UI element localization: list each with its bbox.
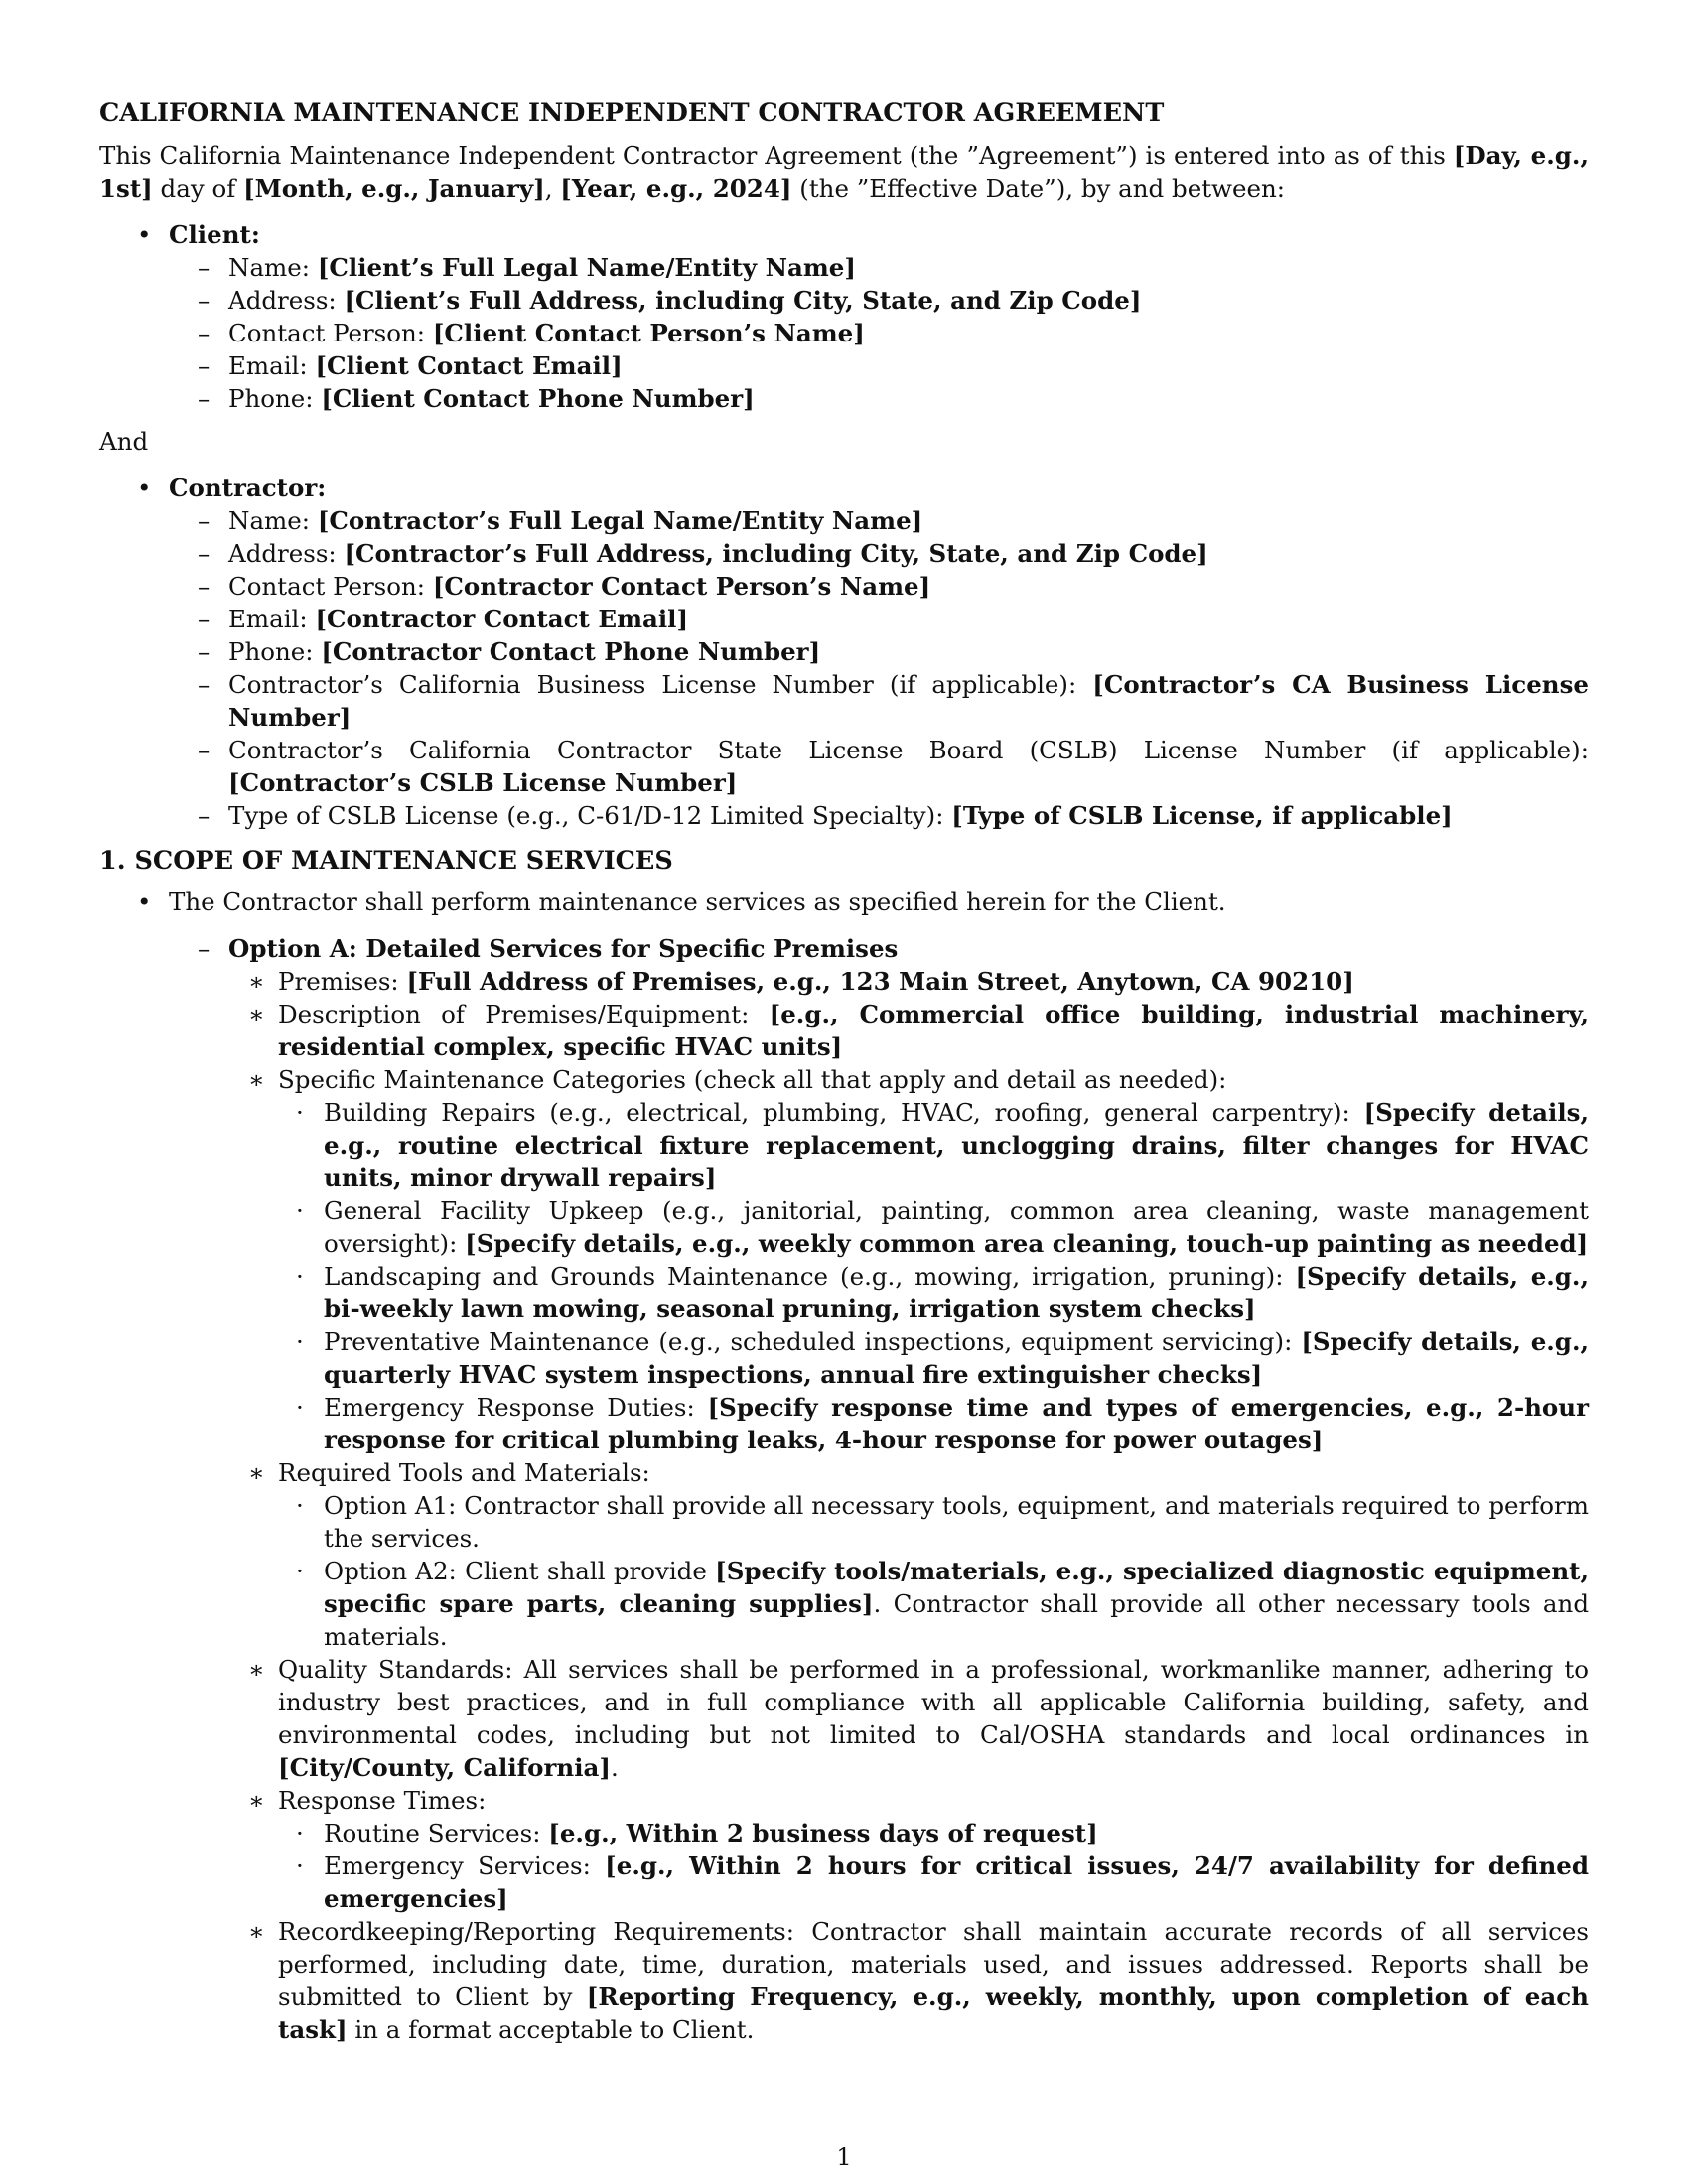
dot-marker: · [296, 1327, 304, 1356]
contractor-contact-item [198, 570, 1589, 603]
tools-option-a1 [296, 1489, 1589, 1555]
response-times-item [248, 1784, 1589, 1915]
star-marker: ∗ [248, 1917, 265, 1946]
page-number: 1 [836, 2143, 852, 2171]
routine-services-item [296, 1817, 1589, 1849]
dot-marker: · [296, 1557, 304, 1585]
section1-lead-text: The Contractor shall perform maintenance services as specified herein for the Client. [169, 887, 1226, 916]
month-placeholder: [Month, e.g., January] [243, 174, 545, 203]
category-emergency [296, 1391, 1589, 1456]
response-times-list [296, 1817, 1589, 1915]
field-placeholder: [Specify response time and types of emergencies, e.g., 2-hour response for critical plumbing leaks, 4-hour response for power outages] [324, 1393, 1589, 1454]
field-label: Contact Person: [228, 319, 433, 347]
field-placeholder: [Client’s Full Legal Name/Entity Name] [317, 253, 856, 282]
contractor-list [137, 472, 1589, 832]
field-label: Contractor’s California Business License Number (if applicable): [228, 670, 1093, 699]
client-list [137, 218, 1589, 415]
contractor-name-item [198, 504, 1589, 537]
dash-marker: – [198, 934, 211, 963]
field-label: Option A2: Client shall provide [324, 1557, 716, 1585]
intro-text: , [544, 174, 561, 203]
field-label: General Facility Upkeep (e.g., janitorial, painting, common area cleaning, waste management oversight): [324, 1196, 1589, 1258]
quality-text: Quality Standards: All services shall be performed in a professional, workmanlike manner, adhering to industry best practices, and in full compliance with all applicable California building, safety, and environmental codes, including but not limited to Cal/OSHA standards and local ordinances in [278, 1655, 1589, 1749]
description-item [248, 998, 1589, 1063]
dot-marker: · [296, 1098, 304, 1127]
category-facility-upkeep [296, 1194, 1589, 1260]
option-text: Option A1: Contractor shall provide all necessary tools, equipment, and materials required to perform the services. [324, 1491, 1589, 1553]
contractor-details [198, 504, 1589, 832]
field-label: Type of CSLB License (e.g., C-61/D-12 Limited Specialty): [228, 801, 952, 830]
dash-marker: – [198, 605, 211, 633]
quality-standards-item [248, 1653, 1589, 1784]
emergency-services-item [296, 1849, 1589, 1915]
section1-list [137, 886, 1590, 2046]
field-placeholder: [Contractor Contact Person’s Name] [432, 572, 931, 601]
field-placeholder: [Client Contact Person’s Name] [432, 319, 865, 347]
quality-text: . [611, 1753, 619, 1782]
dash-marker: – [198, 506, 211, 535]
field-placeholder: [Specify details, e.g., routine electrical fixture replacement, unclogging drains, filter changes for HVAC units, minor drywall repairs] [324, 1098, 1589, 1192]
tools-list [296, 1489, 1589, 1653]
section1-lead-item [137, 886, 1590, 2046]
day-placeholder: [Day, e.g., 1st] [99, 141, 1589, 203]
dot-marker: · [296, 1491, 304, 1520]
star-marker: ∗ [248, 1655, 265, 1684]
field-placeholder: [Contractor’s Full Address, including City, State, and Zip Code] [344, 539, 1208, 568]
dot-marker: · [296, 1262, 304, 1291]
option-a-heading: Option A: Detailed Services for Specific Premises [228, 934, 899, 963]
dash-marker: – [198, 637, 211, 666]
field-label: Premises: [278, 967, 407, 996]
section-heading: 1. SCOPE OF MAINTENANCE SERVICES [99, 846, 673, 876]
client-name-item [198, 251, 1589, 284]
field-placeholder: [Type of CSLB License, if applicable] [951, 801, 1453, 830]
document-title: CALIFORNIA MAINTENANCE INDEPENDENT CONTRACTOR AGREEMENT [99, 98, 1165, 128]
dot-marker: · [296, 1819, 304, 1847]
categories-list [296, 1096, 1590, 1456]
dot-marker: · [296, 1851, 304, 1880]
field-placeholder: [Client Contact Phone Number] [321, 384, 755, 413]
dash-marker: – [198, 384, 211, 413]
category-preventative [296, 1325, 1590, 1391]
option-list [198, 932, 1590, 2046]
client-contact-item [198, 317, 1589, 349]
contractor-business-license-item [198, 668, 1589, 734]
field-placeholder: [Contractor’s CA Business License Number] [228, 670, 1589, 732]
field-label: Routine Services: [324, 1819, 549, 1847]
and-text: And [99, 427, 149, 456]
field-label: Preventative Maintenance (e.g., scheduled inspections, equipment servicing): [324, 1327, 1302, 1356]
field-placeholder: [Contractor’s CSLB License Number] [228, 768, 738, 797]
contractor-heading: Contractor: [169, 474, 327, 502]
intro-text: This California Maintenance Independent Contractor Agreement (the ”Agreement”) is entered into as of this [99, 141, 1454, 170]
field-label: Name: [228, 506, 318, 535]
option-a-details [248, 965, 1590, 2046]
dash-marker: – [198, 670, 211, 699]
field-placeholder: [Client Contact Email] [315, 351, 623, 380]
star-marker: ∗ [248, 1458, 265, 1487]
client-email-item [198, 349, 1589, 382]
field-placeholder: [Specify details, e.g., quarterly HVAC system inspections, annual fire extinguisher checks] [324, 1327, 1590, 1389]
dash-marker: – [198, 801, 211, 830]
dash-marker: – [198, 351, 211, 380]
categories-item [248, 1063, 1590, 1456]
field-placeholder: [e.g., Commercial office building, industrial machinery, residential complex, specific HVAC units] [278, 1000, 1589, 1061]
contractor-email-item [198, 603, 1589, 635]
client-phone-item [198, 382, 1589, 415]
category-building-repairs [296, 1096, 1589, 1194]
dash-marker: – [198, 286, 211, 315]
field-label: Contact Person: [228, 572, 433, 601]
intro-paragraph [99, 139, 1589, 205]
field-label: Email: [228, 605, 316, 633]
option-a-item [198, 932, 1590, 2046]
records-text: in a format acceptable to Client. [347, 2015, 755, 2044]
intro-text: day of [152, 174, 244, 203]
field-placeholder: [Contractor Contact Phone Number] [321, 637, 821, 666]
contractor-block [137, 472, 1589, 832]
field-label: Email: [228, 351, 316, 380]
field-placeholder: [Specify details, e.g., bi-weekly lawn mowing, seasonal pruning, irrigation system checks] [324, 1262, 1589, 1323]
dash-marker: – [198, 319, 211, 347]
field-placeholder: [Contractor’s Full Legal Name/Entity Name] [317, 506, 923, 535]
field-placeholder: [Full Address of Premises, e.g., 123 Main Street, Anytown, CA 90210] [406, 967, 1354, 996]
premises-item [248, 965, 1589, 998]
field-label: Response Times: [278, 1786, 487, 1815]
field-placeholder: [City/County, California] [278, 1753, 611, 1782]
star-marker: ∗ [248, 967, 265, 996]
field-label: Name: [228, 253, 318, 282]
client-heading: Client: [169, 220, 260, 249]
tools-item [248, 1456, 1589, 1653]
contractor-license-type-item [198, 799, 1589, 832]
field-label: Phone: [228, 637, 322, 666]
field-label: Specific Maintenance Categories (check all that apply and detail as needed): [278, 1065, 1227, 1094]
contractor-cslb-item [198, 734, 1589, 799]
dash-marker: – [198, 253, 211, 282]
records-text: Recordkeeping/Reporting Requirements: Contractor shall maintain accurate records of all services performed, including date, time, duration, materials used, and issues addressed. Reports shall be submitted to Client by [278, 1917, 1589, 2011]
contractor-phone-item [198, 635, 1589, 668]
field-label: Phone: [228, 384, 322, 413]
field-placeholder: [e.g., Within 2 hours for critical issues, 24/7 availability for defined emergencies] [324, 1851, 1589, 1913]
dash-marker: – [198, 572, 211, 601]
dot-marker: · [296, 1196, 304, 1225]
client-block [137, 218, 1589, 415]
field-placeholder: [Specify tools/materials, e.g., specialized diagnostic equipment, specific spare parts, cleaning supplies] [324, 1557, 1589, 1618]
option-text: . Contractor shall provide all other necessary tools and materials. [324, 1589, 1589, 1651]
field-label: Building Repairs (e.g., electrical, plumbing, HVAC, roofing, general carpentry): [324, 1098, 1364, 1127]
star-marker: ∗ [248, 1786, 265, 1815]
field-placeholder: [Specify details, e.g., weekly common area cleaning, touch-up painting as needed] [465, 1229, 1589, 1258]
field-label: Contractor’s California Contractor State License Board (CSLB) License Number (if applicable): [228, 736, 1589, 764]
field-label: Description of Premises/Equipment: [278, 1000, 770, 1028]
client-address-item [198, 284, 1589, 317]
star-marker: ∗ [248, 1065, 265, 1094]
field-label: Address: [228, 286, 345, 315]
bullet-marker: • [137, 220, 152, 249]
bullet-marker: • [137, 887, 152, 916]
category-landscaping [296, 1260, 1589, 1325]
field-label: Required Tools and Materials: [278, 1458, 650, 1487]
field-label: Emergency Services: [324, 1851, 606, 1880]
dash-marker: – [198, 539, 211, 568]
dash-marker: – [198, 736, 211, 764]
field-placeholder: [Client’s Full Address, including City, State, and Zip Code] [344, 286, 1142, 315]
tools-option-a2 [296, 1555, 1589, 1653]
document-page [99, 97, 1589, 2046]
field-placeholder: [e.g., Within 2 business days of request] [548, 1819, 1098, 1847]
bullet-marker: • [137, 474, 152, 502]
field-placeholder: [Contractor Contact Email] [315, 605, 689, 633]
dot-marker: · [296, 1393, 304, 1422]
client-details [198, 251, 1589, 415]
contractor-address-item [198, 537, 1589, 570]
intro-text: (the ”Effective Date”), by and between: [791, 174, 1286, 203]
recordkeeping-item [248, 1915, 1589, 2046]
field-placeholder: [Reporting Frequency, e.g., weekly, monthly, upon completion of each task] [278, 1982, 1589, 2044]
field-label: Emergency Response Duties: [324, 1393, 708, 1422]
field-label: Address: [228, 539, 345, 568]
field-label: Landscaping and Grounds Maintenance (e.g., mowing, irrigation, pruning): [324, 1262, 1296, 1291]
star-marker: ∗ [248, 1000, 265, 1028]
year-placeholder: [Year, e.g., 2024] [560, 174, 792, 203]
